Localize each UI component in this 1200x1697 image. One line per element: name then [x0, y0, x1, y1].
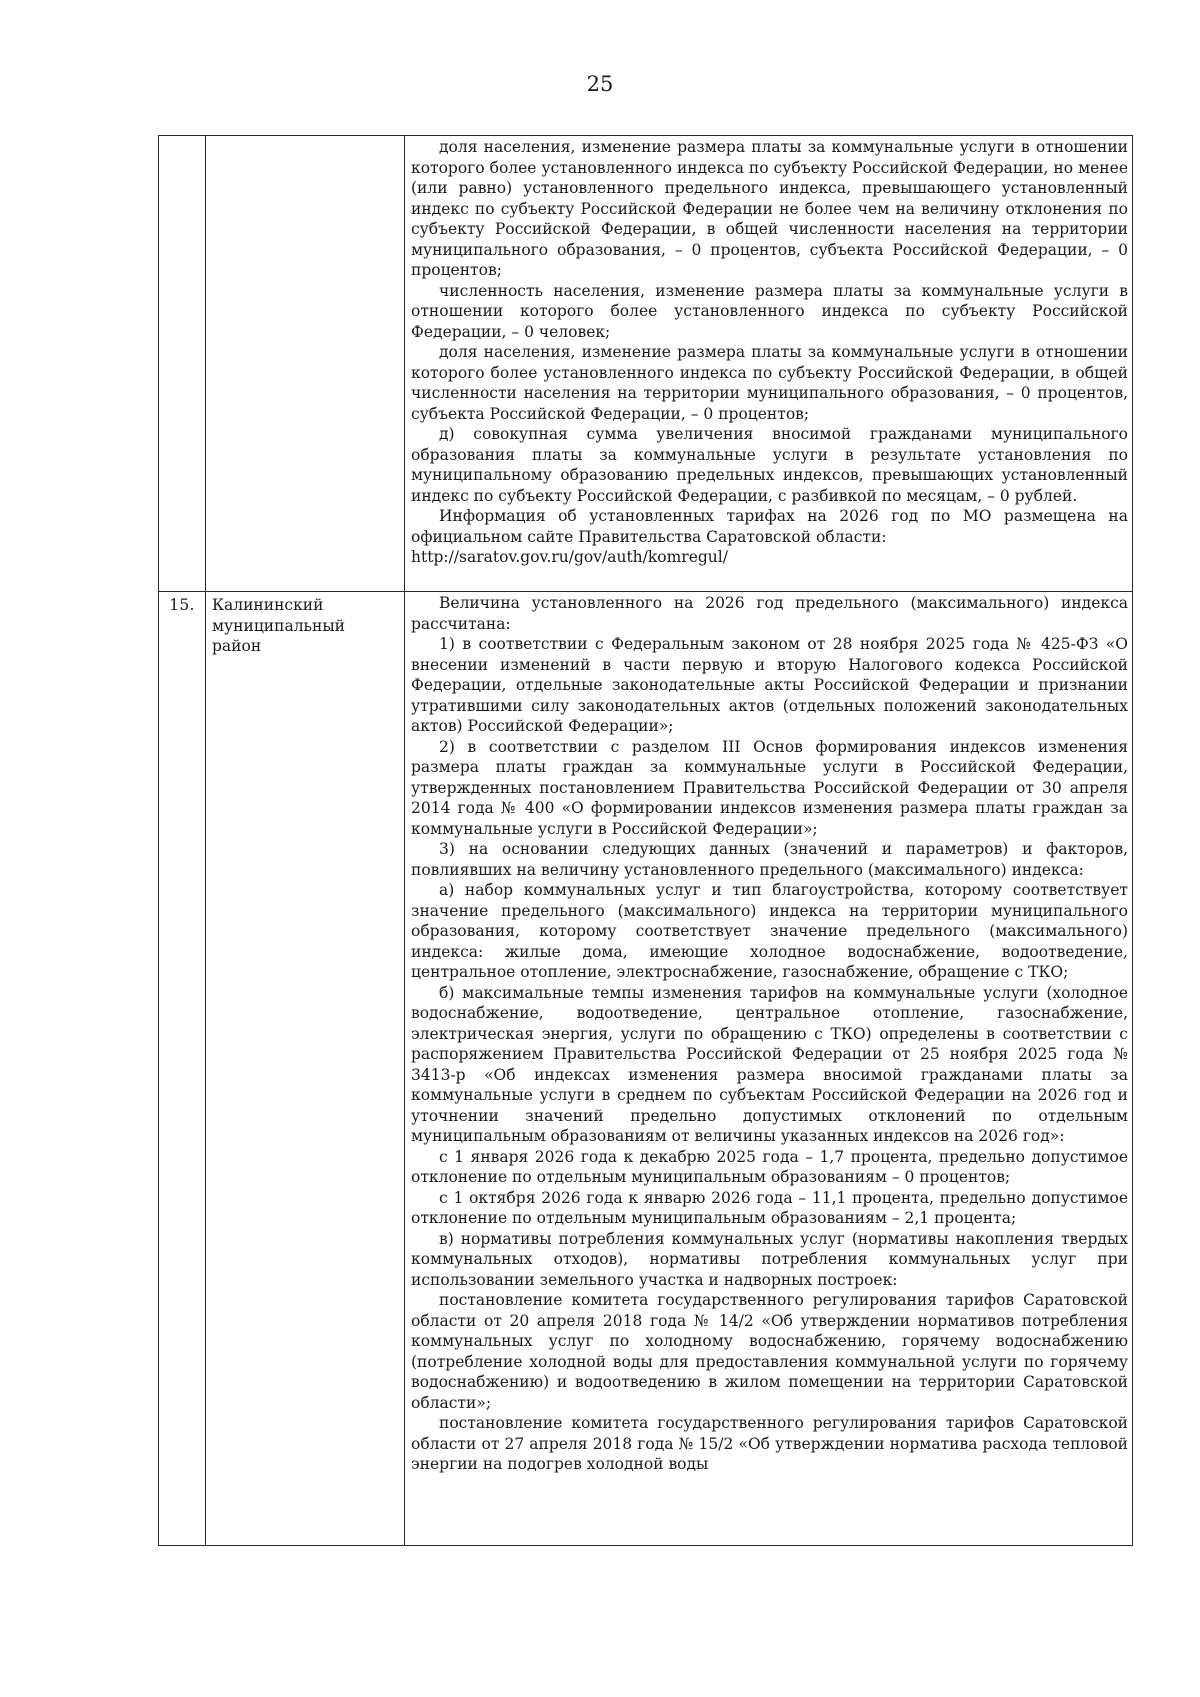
paragraph: доля населения, изменение размера платы за коммунальные услуги в отношении которого более установленного индекса по субъекту Российской Федерации, в общей численности населения на территории муниципального образования, – 0 процентов, субъекта Российской Федерации, – 0 процентов;	[411, 343, 1128, 423]
municipality-cell	[206, 592, 405, 1546]
paragraph: 3) на основании следующих данных (значений и параметров) и факторов, повлиявших на величину установленного предельного (максимального) индекса:	[411, 840, 1128, 879]
paragraph: д) совокупная сумма увеличения вносимой гражданами муниципального образования платы за коммунальные услуги в результате установления по муниципальному образованию предельных индексов, превышающих установленный индекс по субъекту Российской Федерации, с разбивкой по месяцам, – 0 рублей.	[411, 425, 1128, 505]
tariffs-link[interactable]: http://saratov.gov.ru/gov/auth/komregul/	[411, 548, 728, 566]
municipality-name-line: район	[212, 637, 262, 655]
paragraph: постановление комитета государственного регулирования тарифов Саратовской области от 20 апреля 2018 года № 14/2 «Об утверждении нормативов потребления коммунальных услуг по холодному водоснабжению, горячему водоснабжению (потребление холодной воды для предоставления коммунальной услуги по горячему водоснабжению) и водоотведению в жилом помещении на территории Саратовской области»;	[411, 1291, 1128, 1412]
row-number-cell	[159, 136, 206, 592]
description-cell	[405, 592, 1133, 1546]
document-table	[158, 135, 1133, 1546]
page-number: 25	[586, 72, 614, 96]
paragraph: в) нормативы потребления коммунальных услуг (нормативы накопления твердых коммунальных отходов), нормативы потребления коммунальных услуг при использовании земельного участка и надворных построек:	[411, 1229, 1128, 1289]
row-number: 15.	[169, 596, 195, 614]
paragraph: доля населения, изменение размера платы за коммунальные услуги в отношении которого более установленного индекса по субъекту Российской Федерации, но менее (или равно) установленного предельного индекса, превышающего установленный индекс по субъекту Российской Федерации не более чем на величину отклонения по субъекту Российской Федерации, в общей численности населения на территории муниципального образования, – 0 процентов, субъекта Российской Федерации, – 0 процентов;	[411, 138, 1128, 279]
paragraph: Информация об установленных тарифах на 2026 год по МО размещена на официальном сайте Правительства Саратовской области:	[411, 507, 1128, 546]
municipality-name-line: муниципальный	[212, 616, 345, 635]
paragraph: численность населения, изменение размера платы за коммунальные услуги в отношении которого более установленного индекса по субъекту Российской Федерации, – 0 человек;	[411, 281, 1128, 341]
row-number-cell	[159, 592, 206, 1546]
paragraph: а) набор коммунальных услуг и тип благоустройства, которому соответствует значение предельного (максимального) индекса на территории муниципального образования, которому соответствует значение предельного (максимального) индекса: жилые дома, имеющие холодное водоснабжение, водоотведение, центральное отопление, электроснабжение, газоснабжение, обращение с ТКО;	[411, 881, 1128, 981]
table-row	[159, 592, 1133, 1546]
paragraph: б) максимальные темпы изменения тарифов на коммунальные услуги (холодное водоснабжение, водоотведение, центральное отопление, газоснабжение, электрическая энергия, услуги по обращению с ТКО) определены в соответствии с распоряжением Правительства Российской Федерации от 25 ноября 2025 года № 3413-р «Об индексах изменения размера вносимой гражданами платы за коммунальные услуги в среднем по субъектам Российской Федерации на 2026 год и уточнении значений предельно допустимых отклонений по отдельным муниципальным образованиям от величины указанных индексов на 2026 год»:	[411, 983, 1128, 1145]
paragraph: 1) в соответствии с Федеральным законом от 28 ноября 2025 года № 425-ФЗ «О внесении изменений в части первую и вторую Налогового кодекса Российской Федерации, отдельные законодательные акты Российской Федерации и признании утратившими силу законодательных актов (отдельных положений законодательных актов) Российской Федерации»;	[411, 635, 1128, 735]
municipality-cell	[206, 136, 405, 592]
paragraph: Величина установленного на 2026 год предельного (максимального) индекса рассчитана:	[411, 594, 1128, 633]
paragraph: постановление комитета государственного регулирования тарифов Саратовской области от 27 апреля 2018 года № 15/2 «Об утверждении норматива расхода тепловой энергии на подогрев холодной воды	[411, 1414, 1128, 1473]
description-cell	[405, 136, 1133, 592]
paragraph: с 1 января 2026 года к декабрю 2025 года – 1,7 процента, предельно допустимое отклонение по отдельным муниципальным образованиям – 0 процентов;	[411, 1147, 1128, 1186]
paragraph: 2) в соответствии с разделом III Основ формирования индексов изменения размера платы граждан за коммунальные услуги в Российской Федерации, утвержденных постановлением Правительства Российской Федерации от 30 апреля 2014 года № 400 «О формировании индексов изменения размера платы граждан за коммунальные услуги в Российской Федерации»;	[411, 737, 1128, 838]
paragraph: с 1 октября 2026 года к январю 2026 года – 11,1 процента, предельно допустимое отклонение по отдельным муниципальным образованиям – 2,1 процента;	[411, 1188, 1128, 1227]
municipality-name-line: Калининский	[212, 596, 324, 614]
table-row	[159, 136, 1133, 592]
municipality-name	[206, 592, 404, 657]
